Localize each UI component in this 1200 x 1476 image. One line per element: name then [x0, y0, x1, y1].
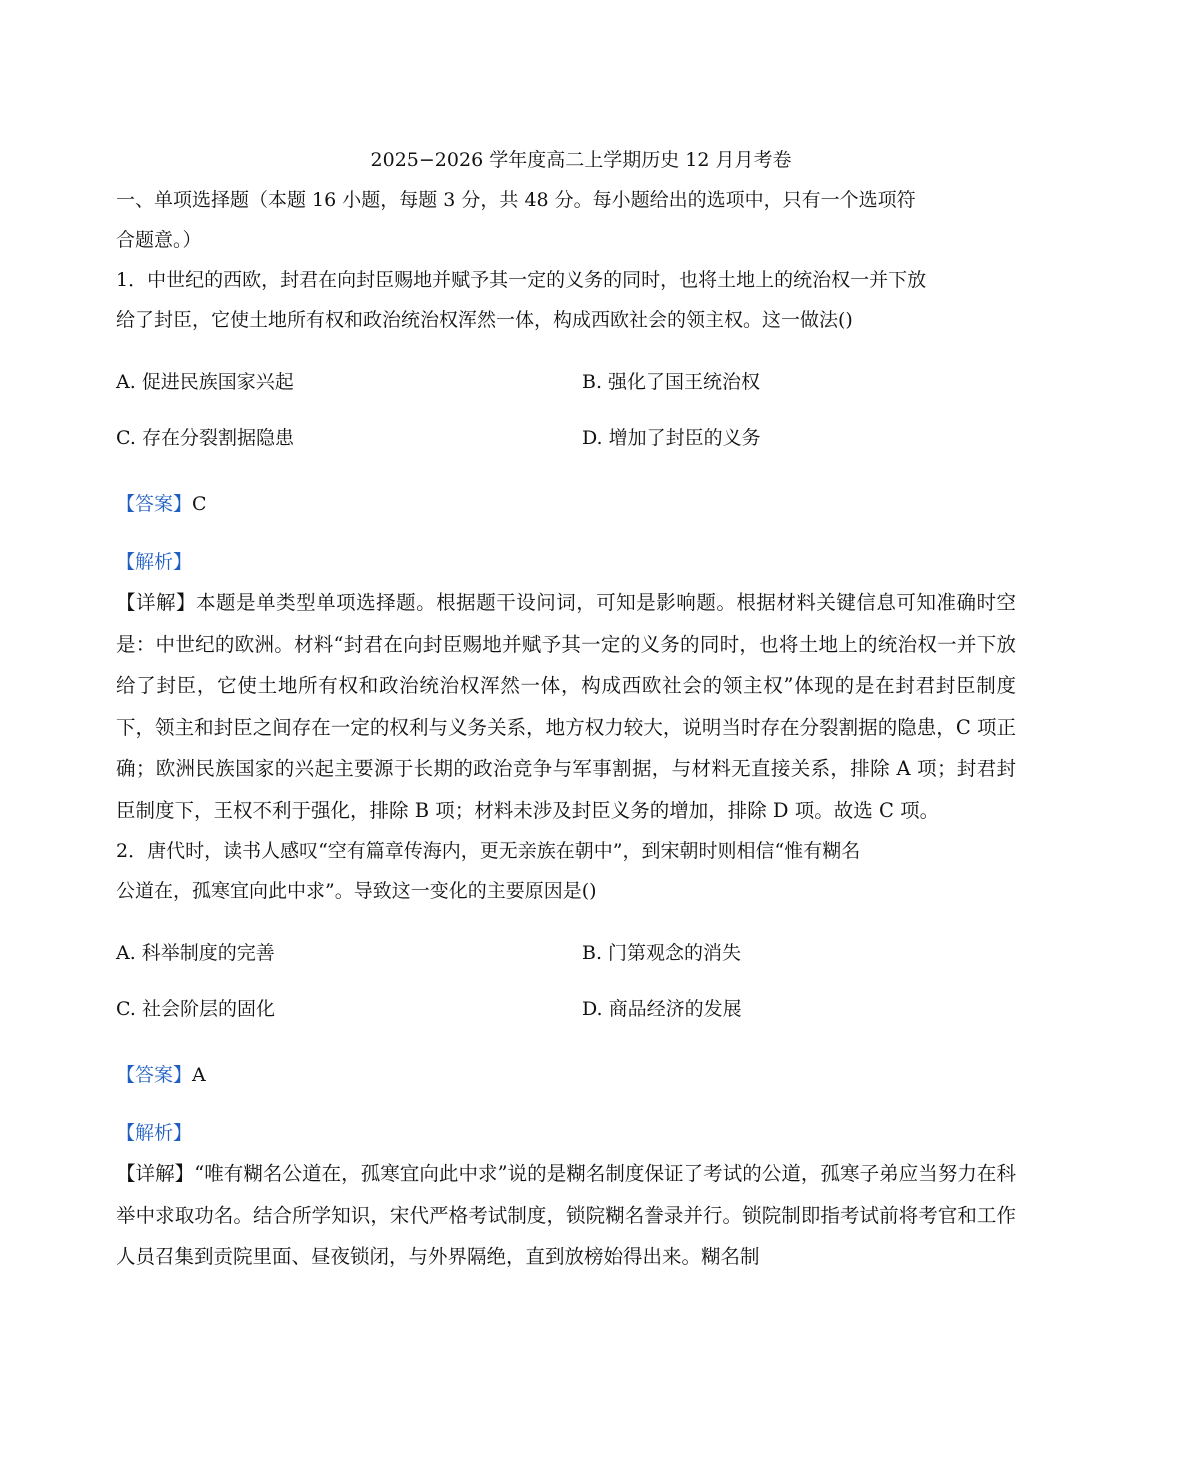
- question-2-stem-line-1: 2．唐代时，读书人感叹“空有篇章传海内，更无亲族在朝中”，到宋朝时则相信“惟有糊名: [116, 840, 861, 862]
- exam-page: [116, 140, 1016, 1278]
- question-1-option-c: C. 存在分裂割据隐患: [116, 427, 294, 449]
- question-2-answer: [116, 1055, 1016, 1095]
- question-1-stem-line-2: 给了封臣，它使土地所有权和政治统治权浑然一体，构成西欧社会的领主权。这一做法(): [116, 309, 853, 331]
- question-2-option-d: D. 商品经济的发展: [582, 998, 742, 1020]
- question-1-analysis-label: [116, 542, 1016, 582]
- analysis-label: 【解析】: [116, 551, 193, 573]
- question-1-stem-line-1: 1．中世纪的西欧，封君在向封臣赐地并赋予其一定的义务的同时，也将土地上的统治权一并下放: [116, 269, 927, 291]
- answer-label: 【答案】: [116, 493, 193, 515]
- question-2-analysis-label: [116, 1113, 1016, 1153]
- question-1: [116, 260, 1016, 831]
- section-instruction-line-1: 一、单项选择题（本题 16 小题，每题 3 分，共 48 分。每小题给出的选项中，只有一个选项符: [116, 189, 916, 211]
- question-1-options: [116, 354, 1016, 466]
- answer-label: 【答案】: [116, 1064, 193, 1086]
- question-2-option-c: C. 社会阶层的固化: [116, 998, 275, 1020]
- question-2-stem-line-2: 公道在，孤寒宜向此中求”。导致这一变化的主要原因是(): [116, 880, 597, 902]
- question-1-answer: [116, 484, 1016, 524]
- question-2-option-b: B. 门第观念的消失: [582, 942, 742, 964]
- question-1-option-a: A. 促进民族国家兴起: [116, 371, 294, 393]
- question-2-option-a: A. 科举制度的完善: [116, 942, 275, 964]
- analysis-label: 【解析】: [116, 1122, 193, 1144]
- exam-title: 2025−2026 学年度高二上学期历史 12 月月考卷: [370, 149, 792, 171]
- question-2-options: [116, 925, 1016, 1037]
- question-1-option-b: B. 强化了国王统治权: [582, 371, 761, 393]
- answer-value: C: [192, 493, 207, 515]
- question-2-detail: 【详解】“唯有糊名公道在，孤寒宜向此中求”说的是糊名制度保证了考试的公道，孤寒子弟应当努力在科举中求取功名。结合所学知识，宋代严格考试制度，锁院糊名誊录并行。锁院制即指考试前将考官和工作人员召集到贡院里面、昼夜锁闭，与外界隔绝，直到放榜始得出来。糊名制: [116, 1162, 1016, 1268]
- section-instruction-line-2: 合题意。）: [116, 229, 202, 251]
- question-1-detail: 【详解】本题是单类型单项选择题。根据题干设问词，可知是影响题。根据材料关键信息可知准确时空是：中世纪的欧洲。材料“封君在向封臣赐地并赋予其一定的义务的同时，也将土地上的统治权一并下放给了封臣，它使土地所有权和政治统治权浑然一体，构成西欧社会的领主权”体现的是在封君封臣制度下，领主和封臣之间存在一定的权利与义务关系，地方权力较大，说明当时存在分裂割据的隐患，C 项正确；欧洲民族国家的兴起主要源于长期的政治竞争与军事割据，与材料无直接关系，排除 A 项；封君封臣制度下，王权不利于强化，排除 B 项；材料未涉及封臣义务的增加，排除 D 项。故选 C 项。: [116, 591, 1016, 822]
- answer-value: A: [192, 1064, 206, 1086]
- question-1-option-d: D. 增加了封臣的义务: [582, 427, 761, 449]
- question-2: [116, 831, 1016, 1278]
